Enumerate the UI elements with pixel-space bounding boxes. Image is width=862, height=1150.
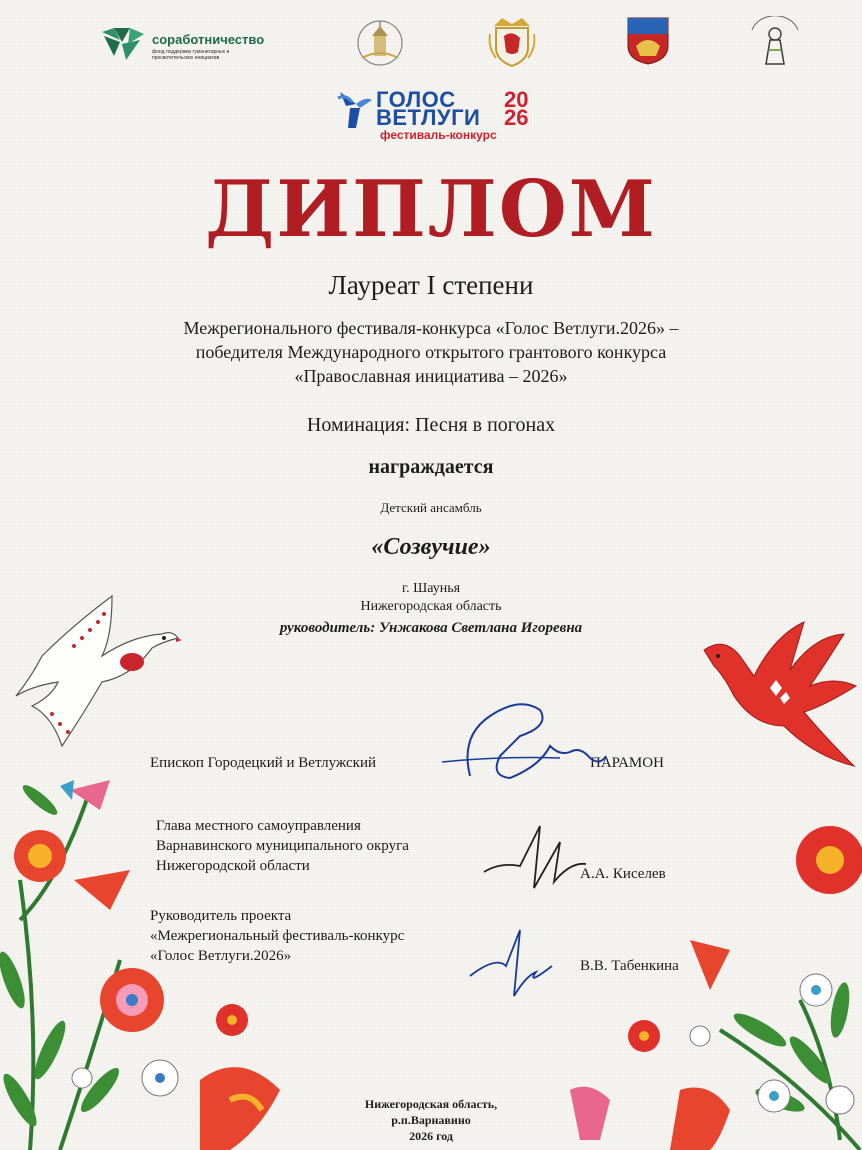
ensemble-leader: руководитель: Унжакова Светлана Игоревна xyxy=(279,620,583,636)
angel-trumpet-icon xyxy=(336,86,374,130)
ensemble-region: Нижегородская область xyxy=(360,599,502,614)
sorabotnichestvo-logo xyxy=(100,24,280,64)
signature-position: Варнавинского муниципального округа xyxy=(156,838,409,854)
footer-line: 2026 год xyxy=(409,1129,453,1143)
nizhny-coat-of-arms-icon xyxy=(484,14,540,68)
diploma-title: ДИПЛОМ xyxy=(205,164,657,255)
ensemble-type: Детский ансамбль xyxy=(380,500,482,515)
ensemble-name: «Созвучие» xyxy=(371,534,491,560)
signature-position: «Голос Ветлуги.2026» xyxy=(150,948,292,964)
sorabotnichestvo-title: соработничество xyxy=(152,32,265,47)
diploma-description xyxy=(0,316,862,388)
footer-line: Нижегородская область, xyxy=(364,1097,498,1111)
signature-position: «Межрегиональный фестиваль-конкурс xyxy=(150,928,405,944)
signature-name: В.В. Табенкина xyxy=(580,958,679,974)
footer-line: р.п.Варнавино xyxy=(391,1113,471,1127)
sorabotnichestvo-subtitle: фонд поддержки гуманитарных и просветительских инициатив xyxy=(152,49,230,61)
festival-logo-golos: ГОЛОС xyxy=(376,87,456,112)
signature-position: Епископ Городецкий и Ветлужский xyxy=(150,755,377,771)
description-line: «Православная инициатива – 2026» xyxy=(294,366,568,386)
awarded-label: награждается xyxy=(368,456,494,478)
description-line: победителя Международного открытого грантового конкурса xyxy=(195,342,667,362)
right-floral-ornament-icon xyxy=(560,800,862,1150)
festival-logo-year1: 20 xyxy=(504,87,529,112)
laureate-degree: Лауреат I степени xyxy=(328,270,534,300)
signature-position: Глава местного самоуправления xyxy=(156,818,361,834)
signature-position: Руководитель проекта xyxy=(150,908,292,924)
ensemble-city: г. Шаунья xyxy=(401,581,461,596)
signature-position: Нижегородской области xyxy=(156,858,310,874)
signature-name: А.А. Киселев xyxy=(580,866,666,882)
red-firebird-icon xyxy=(694,616,860,772)
left-floral-ornament-icon xyxy=(0,760,320,1150)
sorabotnichestvo-icon xyxy=(100,26,146,62)
festival-logo-vetlugi: ВЕТЛУГИ xyxy=(376,105,481,130)
handwritten-signature-project xyxy=(466,926,556,1002)
handwritten-signature-bishop xyxy=(440,696,610,792)
district-emblem-icon xyxy=(626,16,670,66)
nomination: Номинация: Песня в погонах xyxy=(306,414,556,436)
description-line: Межрегионального фестиваля-конкурса «Голос Ветлуги.2026» – xyxy=(183,318,679,338)
festival-logo-subtitle: фестиваль-конкурс xyxy=(380,128,497,142)
signature-name: ПАРАМОН xyxy=(590,755,664,771)
festival-logo-year2: 26 xyxy=(504,105,529,130)
festival-logo xyxy=(336,86,536,146)
church-emblem-icon xyxy=(350,18,410,68)
white-dove-icon xyxy=(12,586,182,750)
saint-emblem-icon xyxy=(744,16,806,66)
